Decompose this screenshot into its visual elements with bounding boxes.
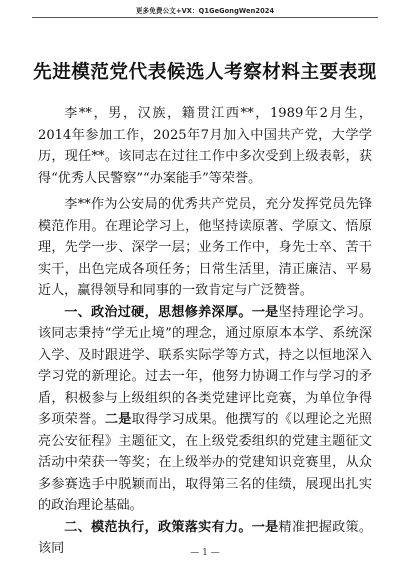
page-number: — 1 — xyxy=(190,548,220,558)
section-1-text-1: 坚持理论学习。该同志秉持“学无止境”的理念，通过原原本本学、系统深入学、及时跟进学、联系实际学等方式，持之以恒地深入学习党的新理论。过去一年，他努力协调工作与学习的矛盾，积极参与上级组织的各类党建评比竞赛，为单位争得多项荣誉。 xyxy=(38,304,373,427)
section-2-text-1: 精准把握政策。该同 xyxy=(38,519,373,556)
section-2-heading: 二、模范执行，政策落实有力。 xyxy=(64,519,252,535)
section-1-lead-2: 二是 xyxy=(104,412,132,427)
document-body xyxy=(38,103,372,560)
section-1-paragraph xyxy=(38,302,372,517)
section-1-heading: 一、政治过硬，思想修养深厚。 xyxy=(64,304,252,320)
section-1-text-2: 取得学习成果。他撰写的《以理论之光照亮公安征程》主题征文，在上级党委组织的党建主题征文活动中荣获一等奖；在上级举办的党建知识竞赛里，从众多参赛选手中脱颖而出，取得第三名的佳绩，展现出扎实的政治理论基础。 xyxy=(38,412,373,513)
header-rule xyxy=(32,17,378,18)
section-2-lead-1: 一是 xyxy=(251,519,279,535)
document-title: 先进模范党代表候选人考察材料主要表现 xyxy=(33,62,377,83)
section-1-lead-1: 一是 xyxy=(251,304,279,320)
promo-banner: 更多免费公文+VX：Q1GeGongWen2024 xyxy=(135,7,275,15)
intro-paragraph: 李**，男，汉族，籍贯江西**，1989年2月生，2014年参加工作，2025年7月加入中国共产党，大学学历，现任**。该同志在过往工作中多次受到上级表彰，获得“优秀人民警察”“办案能手”等荣誉。 xyxy=(38,106,372,186)
summary-paragraph: 李**作为公安局的优秀共产党员，充分发挥党员先锋模范作用。在理论学习上，他坚持读原著、学原文、悟原理，先学一步、深学一层；业务工作中，身先士卒、苦干实干，出色完成各项任务；日常生活里，清正廉洁、平易近人，赢得领导和同事的一致肯定与广泛赞誉。 xyxy=(38,197,372,298)
